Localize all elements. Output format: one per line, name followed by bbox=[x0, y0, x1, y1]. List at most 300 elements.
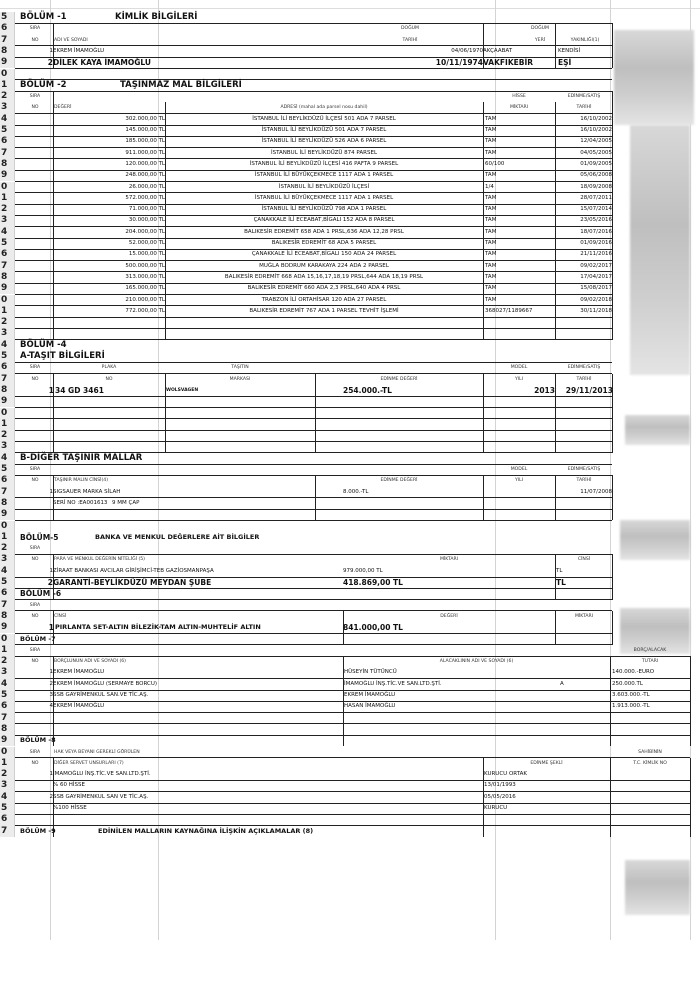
cell[interactable]: 979.000,00 TL bbox=[343, 567, 383, 574]
cell[interactable]: SIRA bbox=[29, 647, 41, 653]
cell[interactable]: AKÇAABAT bbox=[483, 47, 513, 54]
row-number[interactable]: 7 bbox=[0, 374, 15, 385]
cell[interactable]: EKREM İMAMOĞLU bbox=[344, 692, 396, 698]
row-number[interactable]: 6 bbox=[0, 23, 15, 34]
cell[interactable]: 30/11/2018 bbox=[580, 307, 612, 314]
row-number[interactable]: 4 bbox=[0, 227, 15, 238]
cell[interactable]: EKREM İMAMOĞLU bbox=[53, 669, 105, 676]
row-number[interactable]: 0 bbox=[0, 634, 15, 645]
row-number[interactable]: 9 bbox=[0, 283, 15, 294]
cell[interactable]: 313.000,00 TL bbox=[125, 273, 165, 280]
cell[interactable]: BALIKESİR EDREMİT 658 ADA 1 PRSL,636 ADA 12,28 PRSL bbox=[244, 228, 404, 235]
cell[interactable]: BALIKESİR EDREMİT 668 ADA 15,16,17,18,19 PRSL,644 ADA 18,19 PRSL bbox=[224, 273, 424, 280]
row-number[interactable]: 3 bbox=[0, 328, 15, 339]
row-number[interactable]: 6 bbox=[0, 249, 15, 260]
cell[interactable]: EKREM İMAMOĞLU bbox=[53, 47, 105, 54]
row-number[interactable]: 4 bbox=[0, 453, 15, 464]
cell[interactable]: NO bbox=[31, 478, 39, 484]
row-number[interactable]: 0 bbox=[0, 69, 15, 80]
cell[interactable]: 772.000,00 TL bbox=[125, 307, 165, 314]
cell[interactable]: MİKTARI bbox=[439, 557, 459, 563]
cell[interactable]: TAM bbox=[485, 251, 497, 258]
row-number[interactable]: 3 bbox=[0, 667, 15, 678]
row-number[interactable]: 2 bbox=[0, 204, 15, 215]
cell[interactable]: 248.000,00 TL bbox=[125, 172, 165, 179]
cell[interactable]: İSTANBUL İLİ BÜYÜKÇEKMECE 1117 ADA 1 PARSEL bbox=[254, 172, 394, 179]
row-number[interactable]: 9 bbox=[0, 57, 15, 68]
cell[interactable]: PARA VE MENKUL DEĞERİN NİTELİĞİ (5) bbox=[54, 557, 145, 563]
cell[interactable]: TAM bbox=[485, 149, 497, 156]
cell[interactable]: 1 bbox=[49, 567, 53, 574]
table-row bbox=[0, 701, 690, 712]
cell[interactable]: EDİNME/SATIŞ bbox=[567, 467, 601, 472]
cell[interactable]: TARİHİ bbox=[576, 376, 592, 382]
cell[interactable]: 250.000.TL bbox=[612, 680, 643, 687]
cell[interactable]: BORÇLUNUN ADI VE SOYADI (6) bbox=[54, 659, 126, 665]
cell[interactable]: İSTANBUL İLİ BEYLİKDÜZÜ 526 ADA 6 PARSEL bbox=[261, 138, 387, 145]
row-number[interactable]: 1 bbox=[0, 758, 15, 769]
cell[interactable]: TARİHİ bbox=[402, 37, 418, 43]
header-row bbox=[0, 91, 690, 102]
cell[interactable]: EDİNME/SATIŞ bbox=[567, 94, 601, 100]
cell[interactable]: 3.603.000.-TL bbox=[612, 692, 650, 698]
row-number[interactable]: 8 bbox=[0, 159, 15, 170]
cell[interactable]: 368027/1189667 bbox=[485, 307, 533, 314]
cell[interactable]: 26.000,00 TL bbox=[128, 183, 165, 190]
cell[interactable]: HAK VEYA BEYANI GEREKLİ GÖRÜLEN bbox=[54, 749, 140, 755]
header-row bbox=[0, 543, 690, 554]
cell[interactable]: DEĞERİ bbox=[54, 105, 72, 111]
table-row bbox=[0, 498, 690, 509]
cell[interactable]: NO bbox=[31, 613, 39, 619]
cell[interactable]: TAM bbox=[485, 240, 497, 246]
cell[interactable]: 09/02/2017 bbox=[580, 262, 612, 269]
cell[interactable]: 23/05/2016 bbox=[580, 217, 612, 224]
cell[interactable] bbox=[560, 667, 580, 678]
cell[interactable]: A-TAŞIT BİLGİLERİ bbox=[20, 351, 105, 361]
cell[interactable]: HÜSEYİN TÜTÜNCÜ bbox=[344, 669, 397, 676]
cell[interactable]: 1.913.000.-TL bbox=[612, 703, 650, 710]
cell[interactable]: ÇANAKKALE İLİ ECEABAT,BİGALI 150 ADA 24 PARSEL bbox=[251, 251, 397, 258]
cell[interactable]: ZİRAAT BANKASI AVCILAR GİRİŞİMCİ-TEB GAZİOSMANPAŞA bbox=[53, 567, 214, 574]
row-number[interactable]: 6 bbox=[0, 814, 15, 825]
row-number[interactable]: 0 bbox=[0, 295, 15, 306]
cell[interactable]: TRABZON İLİ ORTAHİSAR 120 ADA 27 PARSEL bbox=[261, 296, 387, 303]
cell[interactable]: 145.000,00 TL bbox=[125, 127, 165, 133]
cell[interactable]: ALACAKLININ ADI VE SOYADI (6) bbox=[439, 659, 514, 665]
cell[interactable]: TAM bbox=[485, 296, 497, 303]
cell[interactable]: İSTANBUL İLİ BEYLİKDÜZÜ 798 ADA 1 PARSEL bbox=[261, 206, 387, 213]
cell[interactable]: 18/09/2008 bbox=[580, 183, 612, 190]
cell[interactable]: 18/07/2016 bbox=[580, 228, 612, 235]
table-row bbox=[0, 170, 690, 181]
cell[interactable]: MUĞLA BODRUM KARAKAYA 224 ADA 2 PARSEL bbox=[259, 262, 389, 269]
cell[interactable]: TARİHİ bbox=[576, 105, 592, 111]
cell[interactable] bbox=[560, 701, 580, 712]
row-number[interactable]: 5 bbox=[0, 351, 15, 362]
row-number[interactable]: 8 bbox=[0, 724, 15, 735]
row-number[interactable]: 5 bbox=[0, 12, 15, 23]
cell[interactable]: TAŞINIR MALIN CİNSİ(4) bbox=[54, 478, 108, 484]
cell[interactable]: BALIKESİR EDREMİT 660 ADA 2,3 PRSL,640 ADA 4 PRSL bbox=[247, 285, 401, 292]
cell[interactable]: B-DİĞER TAŞINIR MALLAR bbox=[20, 452, 143, 463]
row-number[interactable]: 3 bbox=[0, 780, 15, 791]
row-number[interactable]: 4 bbox=[0, 792, 15, 803]
cell[interactable]: EDİNME DEĞERİ bbox=[380, 478, 418, 484]
cell[interactable] bbox=[20, 780, 53, 791]
cell[interactable]: SIRA bbox=[29, 546, 41, 552]
cell[interactable]: EŞİ bbox=[558, 58, 572, 68]
table-row bbox=[0, 261, 690, 272]
cell[interactable]: TARİHİ bbox=[576, 478, 592, 484]
cell[interactable]: 01/09/2016 bbox=[580, 240, 612, 246]
cell[interactable]: MODEL bbox=[510, 467, 528, 472]
cell[interactable]: 1 bbox=[49, 488, 53, 495]
cell[interactable]: CİNSİ bbox=[54, 613, 67, 619]
cell[interactable]: CİNSİ bbox=[577, 557, 591, 563]
cell[interactable]: MODEL bbox=[510, 365, 528, 371]
cell[interactable]: 165.000,00 TL bbox=[125, 285, 165, 292]
row-number[interactable]: 3 bbox=[0, 441, 15, 452]
table-row bbox=[0, 306, 690, 317]
cell[interactable]: BÖLÜM -1 bbox=[20, 12, 67, 22]
cell[interactable]: 140.000.-EURO bbox=[612, 669, 655, 676]
cell[interactable]: NO bbox=[31, 105, 39, 111]
row-number[interactable]: 1 bbox=[0, 80, 15, 91]
header-row bbox=[0, 464, 690, 475]
cell[interactable]: 1 bbox=[49, 771, 53, 778]
cell[interactable]: TAŞITIN bbox=[231, 365, 249, 371]
cell[interactable]: TAM bbox=[485, 273, 497, 280]
row-number[interactable]: 3 bbox=[0, 102, 15, 113]
row-number[interactable]: 0 bbox=[0, 747, 15, 758]
cell[interactable]: BALIKESİR EDREMİT 68 ADA 5 PARSEL bbox=[271, 240, 377, 246]
cell[interactable]: 9 MM ÇAP bbox=[112, 499, 140, 506]
cell[interactable]: 52.000,00 TL bbox=[128, 240, 165, 246]
cell[interactable]: TAM bbox=[485, 115, 497, 122]
cell[interactable]: 302.000,00 TL bbox=[125, 115, 165, 122]
cell[interactable]: 15.000,00 TL bbox=[128, 251, 165, 258]
cell[interactable]: HASAN İMAMOĞLU bbox=[344, 703, 396, 710]
section-subheader bbox=[0, 351, 690, 362]
cell[interactable]: NO bbox=[31, 659, 39, 665]
cell[interactable]: İMAMOĞLU İNŞ.TİC.VE SAN.LTD.ŞTİ. bbox=[53, 771, 151, 778]
cell[interactable]: SIRA bbox=[29, 602, 41, 608]
cell[interactable]: 01/09/2005 bbox=[580, 160, 612, 167]
cell[interactable]: TL bbox=[556, 567, 563, 574]
cell[interactable]: TAM bbox=[485, 127, 497, 133]
cell[interactable]: BÖLÜM -2 bbox=[20, 79, 67, 90]
cell[interactable]: TAM bbox=[485, 138, 497, 145]
row-number[interactable]: 6 bbox=[0, 588, 15, 599]
cell[interactable]: 16/10/2002 bbox=[580, 127, 612, 133]
cell[interactable]: YILI bbox=[514, 478, 524, 484]
cell[interactable]: İSTANBUL İLİ BEYLİKDÜZÜ İLÇESİ 501 ADA 7 PARSEL bbox=[252, 115, 396, 122]
cell[interactable]: SAHİBİNİN bbox=[638, 749, 662, 755]
cell[interactable]: BÖLÜM-5 bbox=[20, 532, 59, 542]
cell[interactable]: 05/06/2008 bbox=[580, 172, 612, 179]
row-number[interactable]: 1 bbox=[0, 306, 15, 317]
cell[interactable]: 17/04/2017 bbox=[580, 273, 612, 280]
cell[interactable]: DOĞUM bbox=[400, 26, 420, 32]
cell[interactable]: 2 bbox=[47, 578, 53, 587]
row-number[interactable]: 5 bbox=[0, 464, 15, 475]
cell[interactable]: SERİ NO :EA001613 bbox=[53, 499, 108, 506]
cell[interactable]: İSTANBUL İLİ BÜYÜKÇEKMECE 1117 ADA 1 PARSEL bbox=[254, 194, 394, 201]
table-row bbox=[0, 238, 690, 249]
cell[interactable]: 28/07/2011 bbox=[580, 194, 612, 201]
cell[interactable]: SIRA bbox=[29, 467, 41, 472]
cell[interactable]: EDİNİLEN MALLARIN KAYNAĞINA İLİŞKİN AÇIKLAMALAR (8) bbox=[98, 826, 314, 835]
cell[interactable]: BÖLÜM -9 bbox=[20, 826, 56, 835]
cell[interactable]: YILI bbox=[514, 376, 524, 382]
cell[interactable]: 2 bbox=[49, 680, 53, 687]
cell[interactable]: YAKINLIĞI(1) bbox=[570, 37, 600, 43]
cell[interactable]: 1 bbox=[48, 385, 54, 395]
row-number[interactable]: 4 bbox=[0, 566, 15, 577]
row-number[interactable]: 5 bbox=[0, 125, 15, 136]
cell[interactable] bbox=[560, 690, 580, 701]
cell[interactable]: NO bbox=[31, 557, 39, 563]
cell[interactable]: 60/100 bbox=[485, 160, 505, 167]
row-number[interactable]: 9 bbox=[0, 622, 15, 633]
cell[interactable]: TAM bbox=[485, 172, 497, 179]
cell[interactable]: TAM bbox=[485, 206, 497, 213]
row-number[interactable]: 5 bbox=[0, 803, 15, 814]
cell[interactable]: DİLEK KAYA İMAMOĞLU bbox=[53, 58, 152, 68]
cell[interactable]: İMAMOĞLU İNŞ.TİC.VE SAN.LTD.ŞTİ. bbox=[344, 680, 442, 687]
cell[interactable]: 418.869,00 TL bbox=[343, 578, 403, 587]
cell[interactable]: TL bbox=[556, 578, 566, 587]
cell[interactable]: DEĞERİ bbox=[440, 613, 458, 619]
cell[interactable]: YERİ bbox=[534, 37, 546, 43]
row-number[interactable]: 5 bbox=[0, 577, 15, 588]
cell[interactable]: 120.000,00 TL bbox=[125, 160, 165, 167]
cell[interactable]: %100 HİSSE bbox=[53, 805, 87, 811]
cell[interactable]: 572.000,00 TL bbox=[125, 194, 165, 201]
row-number[interactable]: 6 bbox=[0, 475, 15, 486]
cell[interactable]: PIRLANTA SET-ALTIN BİLEZİK-TAM ALTIN-MUHTELİF ALTIN bbox=[55, 623, 261, 632]
cell[interactable]: MİKTARI bbox=[509, 105, 529, 111]
row-number[interactable]: 6 bbox=[0, 136, 15, 147]
cell[interactable]: 1 bbox=[48, 623, 54, 633]
section-header bbox=[0, 12, 690, 23]
row-number[interactable]: 2 bbox=[0, 543, 15, 554]
cell[interactable]: SIRA bbox=[29, 26, 41, 32]
row-number[interactable]: 0 bbox=[0, 408, 15, 419]
row-number[interactable]: 6 bbox=[0, 362, 15, 373]
cell[interactable]: NO bbox=[105, 376, 113, 382]
cell[interactable]: % 60 HİSSE bbox=[53, 782, 85, 789]
cell[interactable]: BÖLÜM -6 bbox=[20, 589, 62, 599]
cell[interactable]: BÖLÜM -7 bbox=[20, 634, 56, 643]
cell[interactable]: 4 bbox=[49, 703, 53, 710]
cell[interactable]: SIGSAUER MARKA SİLAH bbox=[53, 488, 121, 495]
row-number[interactable]: 8 bbox=[0, 272, 15, 283]
cell[interactable]: 12/04/2005 bbox=[580, 138, 612, 145]
row-number[interactable]: 1 bbox=[0, 532, 15, 543]
cell[interactable]: DİĞER SERVET UNSURLARI (7) bbox=[54, 760, 124, 766]
cell[interactable]: EDİNME DEĞERİ bbox=[380, 376, 418, 382]
cell[interactable]: 04/05/2005 bbox=[580, 149, 612, 156]
cell[interactable]: DOĞUM bbox=[530, 26, 550, 32]
cell[interactable]: 15/08/2017 bbox=[580, 285, 612, 292]
row-number[interactable]: 7 bbox=[0, 148, 15, 159]
cell[interactable] bbox=[20, 803, 53, 814]
cell[interactable]: İSTANBUL İLİ BEYLİKDÜZÜ İLÇESİ bbox=[278, 183, 370, 190]
cell[interactable]: TAM bbox=[485, 228, 497, 235]
cell[interactable]: TAM bbox=[485, 217, 497, 224]
cell[interactable]: ADRESİ (mahal ada parsel nosu dahil) bbox=[280, 105, 368, 111]
cell[interactable]: MİKTARI bbox=[574, 613, 594, 619]
cell[interactable]: 09/02/2018 bbox=[580, 296, 612, 303]
row-number[interactable]: 8 bbox=[0, 46, 15, 57]
row-number[interactable]: 7 bbox=[0, 261, 15, 272]
cell[interactable]: 210.000,00 TL bbox=[125, 296, 165, 303]
cell[interactable]: TAM bbox=[485, 194, 497, 201]
cell[interactable]: GARANTİ-BEYLİKDÜZÜ MEYDAN ŞUBE bbox=[53, 578, 212, 587]
row-number[interactable]: 7 bbox=[0, 600, 15, 611]
cell[interactable]: WOLSVAGEN bbox=[166, 387, 199, 393]
cell[interactable]: 11/07/2008 bbox=[580, 488, 612, 495]
cell[interactable]: 185.000,00 TL bbox=[125, 138, 165, 145]
section-header bbox=[0, 80, 690, 91]
row-number[interactable]: 2 bbox=[0, 769, 15, 780]
cell[interactable]: BÖLÜM -8 bbox=[20, 736, 56, 745]
cell[interactable]: ÇANAKKALE İLİ ECEABAT,BİGALI 152 ADA 8 PARSEL bbox=[253, 217, 395, 224]
cell[interactable]: TUTARI bbox=[641, 659, 659, 665]
cell[interactable]: T.C. KİMLİK NO bbox=[633, 760, 667, 766]
cell[interactable]: EKREM İMAMOĞLU bbox=[53, 703, 105, 710]
row-number[interactable]: 1 bbox=[0, 193, 15, 204]
row-number[interactable]: 4 bbox=[0, 340, 15, 351]
row-number[interactable]: 2 bbox=[0, 91, 15, 102]
cell[interactable]: 3 bbox=[49, 692, 53, 698]
row-number[interactable]: 3 bbox=[0, 215, 15, 226]
cell[interactable]: NO bbox=[31, 760, 39, 766]
section-header bbox=[0, 826, 690, 837]
cell[interactable]: 29/11/2013 bbox=[565, 385, 613, 395]
cell[interactable]: 2013 bbox=[534, 385, 555, 395]
cell[interactable]: EDİNME/SATIŞ bbox=[567, 365, 601, 371]
cell[interactable]: 2 bbox=[49, 793, 53, 800]
cell[interactable]: ADI VE SOYADI bbox=[54, 37, 88, 43]
cell[interactable]: 8.000.-TL bbox=[343, 488, 369, 495]
cell[interactable]: 1 bbox=[49, 669, 53, 676]
cell[interactable]: 15/07/2014 bbox=[580, 206, 612, 213]
cell[interactable]: KİMLİK BİLGİLERİ bbox=[115, 12, 198, 22]
cell[interactable]: 2 bbox=[47, 58, 53, 68]
cell[interactable]: A bbox=[560, 680, 564, 687]
cell[interactable]: KENDİSİ bbox=[558, 47, 581, 54]
cell[interactable]: 841.000,00 TL bbox=[343, 623, 403, 633]
row-number[interactable]: 3 bbox=[0, 554, 15, 565]
row-number[interactable]: 7 bbox=[0, 713, 15, 724]
cell[interactable]: SIRA bbox=[29, 94, 41, 100]
cell[interactable]: SSB GAYRİMENKUL SAN.VE TİC.AŞ. bbox=[53, 692, 149, 698]
cell[interactable]: İSTANBUL İLİ BEYLİKDÜZÜ 874 PARSEL bbox=[270, 149, 378, 156]
row-number[interactable]: 5 bbox=[0, 238, 15, 249]
table-row bbox=[0, 136, 690, 147]
cell[interactable]: BALIKESİR EDREMİT 767 ADA 1 PARSEL TEVHİT İŞLEMİ bbox=[249, 307, 399, 314]
row-number[interactable]: 0 bbox=[0, 182, 15, 193]
cell[interactable]: NO bbox=[31, 376, 39, 382]
cell[interactable]: 1/4 bbox=[485, 183, 494, 190]
cell[interactable]: 204.000,00 TL bbox=[125, 228, 165, 235]
row-number[interactable]: 9 bbox=[0, 170, 15, 181]
cell[interactable]: BORÇ/ALACAK bbox=[633, 647, 667, 653]
cell[interactable]: 30.000,00 TL bbox=[128, 217, 165, 224]
cell[interactable]: İSTANBUL İLİ BEYLİKDÜZÜ 501 ADA 7 PARSEL bbox=[261, 127, 387, 133]
cell[interactable]: 34 GD 3461 bbox=[55, 385, 104, 395]
row-number[interactable]: 4 bbox=[0, 114, 15, 125]
cell[interactable]: 1 bbox=[49, 47, 53, 54]
cell[interactable]: 21/11/2016 bbox=[580, 251, 612, 258]
cell[interactable]: TAM bbox=[485, 285, 497, 292]
row-number[interactable]: 9 bbox=[0, 396, 15, 407]
cell[interactable]: MARKASI bbox=[229, 376, 251, 382]
row-number[interactable]: 7 bbox=[0, 826, 15, 837]
row-number[interactable]: 7 bbox=[0, 487, 15, 498]
cell[interactable]: İSTANBUL İLİ BEYLİKDÜZÜ İLÇESİ 416 PAFTA 9 PARSEL bbox=[249, 160, 399, 167]
row-number[interactable]: 1 bbox=[0, 419, 15, 430]
row-number[interactable]: 1 bbox=[0, 645, 15, 656]
row-number[interactable]: 8 bbox=[0, 611, 15, 622]
cell[interactable]: KURUCU bbox=[484, 805, 508, 811]
cell[interactable]: 04/06/1970 bbox=[451, 47, 483, 54]
row-number[interactable]: 2 bbox=[0, 430, 15, 441]
cell[interactable]: 500.000,00 TL bbox=[125, 262, 165, 269]
cell[interactable]: 71.000,00 TL bbox=[128, 206, 165, 213]
cell[interactable]: VAKFIKEBİR bbox=[483, 58, 534, 68]
row-number[interactable]: 9 bbox=[0, 509, 15, 520]
cell[interactable]: PLAKA bbox=[101, 365, 117, 371]
row-number[interactable]: 6 bbox=[0, 701, 15, 712]
cell[interactable]: 16/10/2002 bbox=[580, 115, 612, 122]
row-number[interactable]: 0 bbox=[0, 521, 15, 532]
cell[interactable]: 254.000.-TL bbox=[343, 385, 392, 395]
cell[interactable]: TAŞINMAZ MAL BİLGİLERİ bbox=[120, 79, 242, 90]
cell[interactable]: 05/05/2016 bbox=[484, 793, 516, 800]
table-row bbox=[0, 182, 690, 193]
cell[interactable]: 10/11/1974 bbox=[435, 58, 483, 68]
cell[interactable]: BÖLÜM -4 bbox=[20, 339, 67, 350]
row-number[interactable]: 2 bbox=[0, 656, 15, 667]
cell[interactable]: NO bbox=[31, 37, 39, 43]
cell[interactable]: TAM bbox=[485, 262, 497, 269]
cell[interactable]: SIRA bbox=[29, 365, 41, 371]
cell[interactable]: KURUCU ORTAK bbox=[484, 771, 527, 778]
row-number[interactable]: 9 bbox=[0, 735, 15, 746]
row-number[interactable]: 2 bbox=[0, 317, 15, 328]
table-row bbox=[0, 57, 690, 68]
cell[interactable]: HİSSE bbox=[512, 94, 526, 100]
table-row bbox=[0, 679, 690, 690]
cell[interactable]: EDİNME ŞEKLİ bbox=[530, 760, 563, 766]
table-row bbox=[0, 780, 690, 791]
cell[interactable]: 911.000,00 TL bbox=[125, 149, 165, 156]
cell[interactable]: EKREM İMAMOĞLU (SERMAYE BORCU) bbox=[53, 680, 158, 687]
cell[interactable]: SIRA bbox=[29, 749, 41, 755]
row-number[interactable]: 4 bbox=[0, 679, 15, 690]
row-number[interactable]: 5 bbox=[0, 690, 15, 701]
cell[interactable]: SSB GAYRİMENKUL SAN VE TİC.AŞ. bbox=[53, 793, 149, 800]
row-number[interactable]: 7 bbox=[0, 35, 15, 46]
row-number[interactable]: 8 bbox=[0, 385, 15, 396]
cell[interactable]: BANKA VE MENKUL DEĞERLERE AİT BİLGİLER bbox=[95, 532, 260, 541]
cell[interactable]: 13/01/1993 bbox=[484, 782, 516, 789]
row-number[interactable]: 8 bbox=[0, 498, 15, 509]
